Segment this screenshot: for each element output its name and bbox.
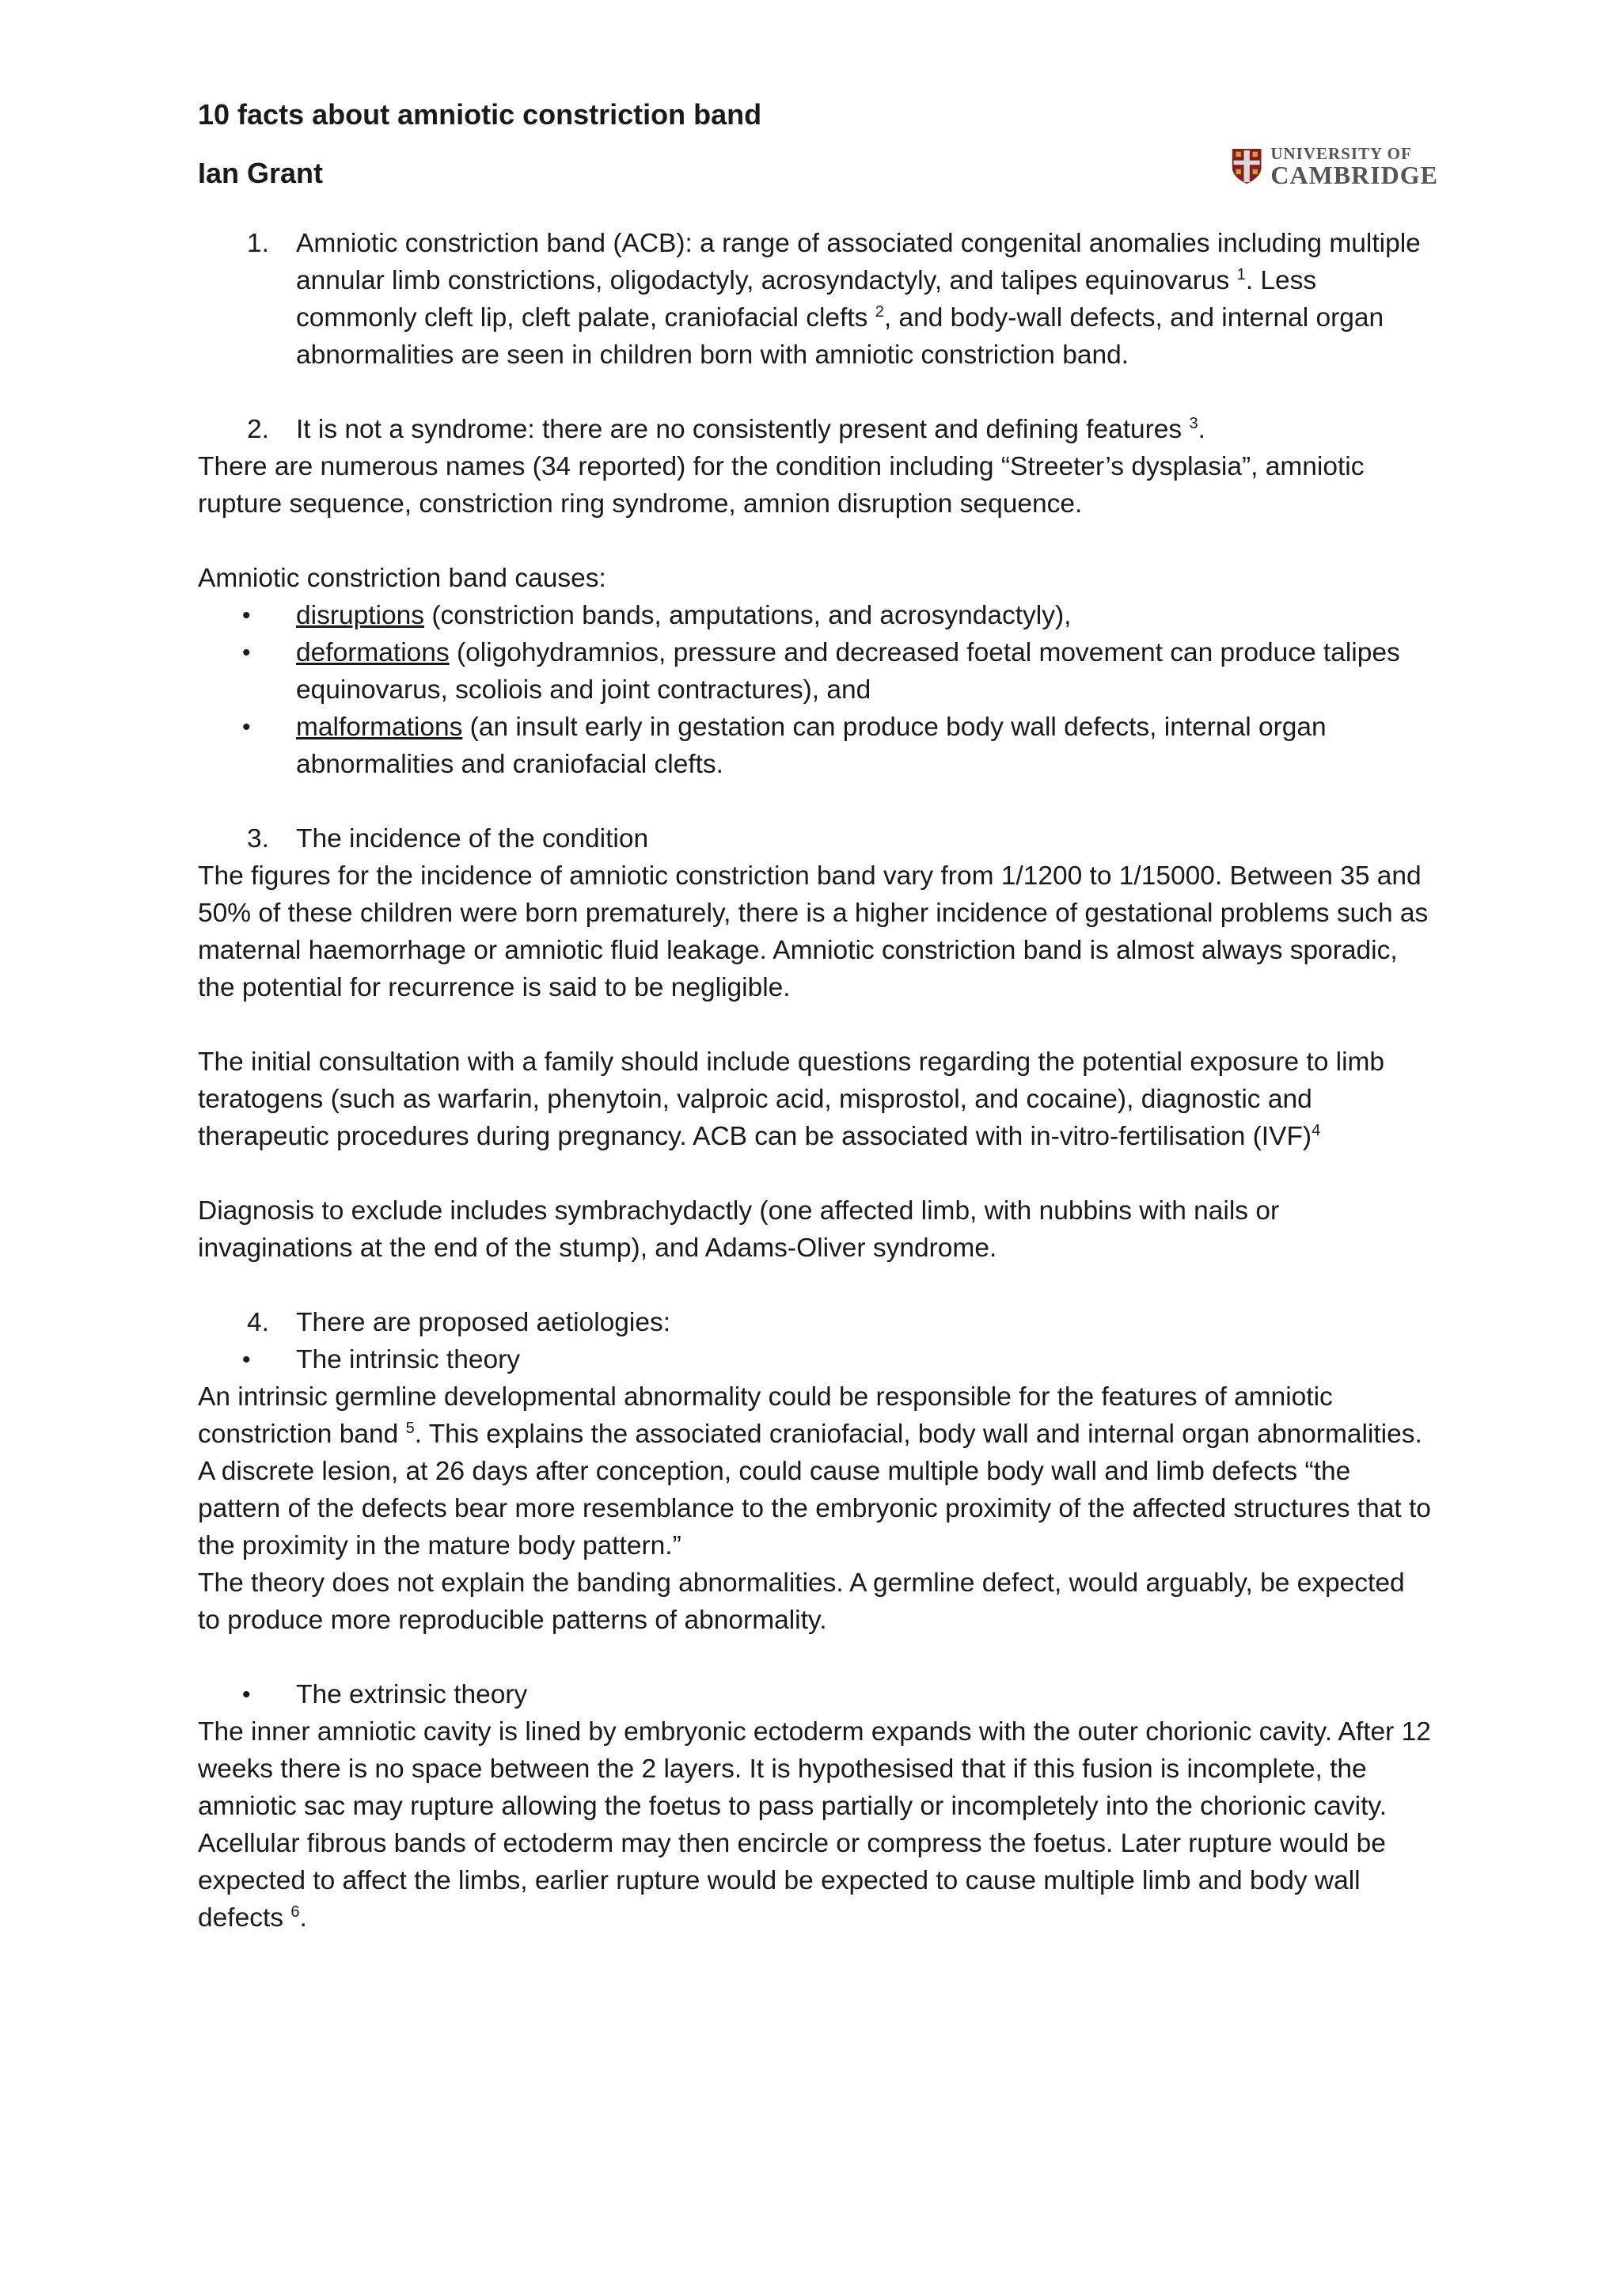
fact-2-text: : there are no consistently present and defining features	[527, 415, 1190, 444]
logo-line-1: UNIVERSITY OF	[1270, 144, 1412, 163]
intrinsic-theory-paragraph	[198, 1378, 1433, 1564]
bullet-icon: •	[242, 603, 251, 629]
bullet-icon: •	[242, 1347, 251, 1373]
intrinsic-theory-paragraph-2: The theory does not explain the banding abnormalities. A germline defect, would arguably, be expected to produce more reproducible patterns of abnormality.	[198, 1568, 1405, 1635]
fact-2	[198, 411, 1433, 448]
extrinsic-theory-heading: The extrinsic theory	[296, 1680, 528, 1709]
reference-1: 1	[1236, 265, 1246, 283]
logo-line-2: CAMBRIDGE	[1270, 161, 1438, 189]
cause-text: (oligohydramnios, pressure and decreased foetal movement can produce talipes equinovarus, scoliois and joint contractures), and	[296, 638, 1400, 705]
bullet-icon: •	[242, 640, 251, 666]
document-content	[198, 95, 1433, 1937]
fact-2-paragraph: There are numerous names (34 reported) for the condition including “Streeter’s dysplasia”, amniotic rupture sequence, constriction ring syndrome, amnion disruption sequence.	[198, 452, 1365, 519]
cause-term: disruptions	[296, 601, 425, 630]
list-item	[198, 1341, 1433, 1378]
fact-4-heading: There are proposed aetiologies:	[296, 1308, 671, 1337]
reference-6: 6	[290, 1903, 300, 1921]
list-item	[198, 634, 1433, 709]
fact-2-text-end: .	[1198, 415, 1205, 444]
fact-1	[198, 225, 1433, 374]
cause-term: malformations	[296, 713, 463, 742]
causes-intro: Amniotic constriction band causes:	[198, 564, 606, 593]
cause-term: deformations	[296, 638, 450, 667]
intrinsic-text-2: . This explains the associated craniofacial, body wall and internal organ abnormalities. A discrete lesion, at 26 days after conception, could cause multiple body wall and limb defects “the pattern of the defects bear more resemblance to the embryonic proximity of the affected structures that to the proximity in the mature body pattern.”	[198, 1420, 1431, 1560]
list-item	[198, 1676, 1433, 1713]
fact-3-heading: The incidence of the condition	[296, 824, 649, 853]
fact-3-paragraph-1: The figures for the incidence of amniotic constriction band vary from 1/1200 to 1/15000. Between 35 and 50% of these children were born prematurely, there is a higher incidence of gestational problems such as maternal haemorrhage or amniotic fluid leakage. Amniotic constriction band is almost always sporadic, the potential for recurrence is said to be negligible.	[198, 861, 1429, 1002]
extrinsic-text-1: The inner amniotic cavity is lined by embryonic ectoderm expands with the outer chorionic cavity. After 12 weeks there is no space between the 2 layers. It is hypothesised that if this fusion is incomplete, the amniotic sac may rupture allowing the foetus to pass partially or incompletely into the chorionic cavity. Acellular fibrous bands of ectoderm may then encircle or compress the foetus. Later rupture would be expected to affect the limbs, earlier rupture would be expected to cause multiple limb and body wall defects	[198, 1717, 1431, 1933]
intrinsic-text-1: An intrinsic germline developmental abnormality could be responsible for the features of amniotic constriction band	[198, 1382, 1333, 1449]
fact-1-text: a range of associated congenital anomalies including multiple annular limb constrictions, oligodactyly, acrosyndactyly, and talipes equinovarus	[296, 229, 1421, 295]
reference-5: 5	[405, 1419, 415, 1437]
fact-3	[198, 820, 1433, 857]
fact-1-text-2: . Less commonly cleft lip, cleft palate, craniofacial clefts	[296, 266, 1317, 333]
fact-4-number: 4.	[247, 1308, 269, 1337]
author-name: Ian Grant	[198, 157, 324, 189]
fact-2-heading: It is not a syndrome	[296, 415, 528, 444]
extrinsic-theory-paragraph	[198, 1713, 1433, 1937]
fact-3-number: 3.	[247, 824, 269, 853]
reference-3: 3	[1189, 414, 1198, 432]
reference-4: 4	[1312, 1121, 1321, 1139]
extrinsic-text-end: .	[299, 1903, 307, 1933]
bullet-icon: •	[242, 714, 251, 740]
cause-text: (an insult early in gestation can produce body wall defects, internal organ abnormalities and craniofacial clefts.	[296, 713, 1327, 779]
fact-1-number: 1.	[247, 229, 269, 258]
intrinsic-theory-heading: The intrinsic theory	[296, 1345, 520, 1374]
bullet-icon: •	[242, 1682, 251, 1708]
fact-3-paragraph-2-text: The initial consultation with a family should include questions regarding the potential exposure to limb teratogens (such as warfarin, phenytoin, valproic acid, misprostol, and cocaine), diagnostic and therapeutic procedures during pregnancy. ACB can be associated with in-vitro-fertilisation (IVF)	[198, 1047, 1385, 1151]
document-title: 10 facts about amniotic constriction band	[198, 98, 762, 131]
list-item	[198, 709, 1433, 783]
fact-3-paragraph-2	[198, 1043, 1433, 1155]
fact-2-number: 2.	[247, 415, 269, 444]
fact-1-heading: Amniotic constriction band (ACB):	[296, 229, 693, 258]
cause-text: (constriction bands, amputations, and acrosyndactyly),	[424, 601, 1072, 630]
list-item	[198, 597, 1433, 634]
fact-1-text-3: , and body-wall defects, and internal organ abnormalities are seen in children born with amniotic constriction band.	[296, 303, 1384, 370]
fact-4	[198, 1304, 1433, 1341]
fact-3-paragraph-3: Diagnosis to exclude includes symbrachydactly (one affected limb, with nubbins with nails or invaginations at the end of the stump), and Adams-Oliver syndrome.	[198, 1196, 1280, 1263]
reference-2: 2	[875, 302, 884, 321]
